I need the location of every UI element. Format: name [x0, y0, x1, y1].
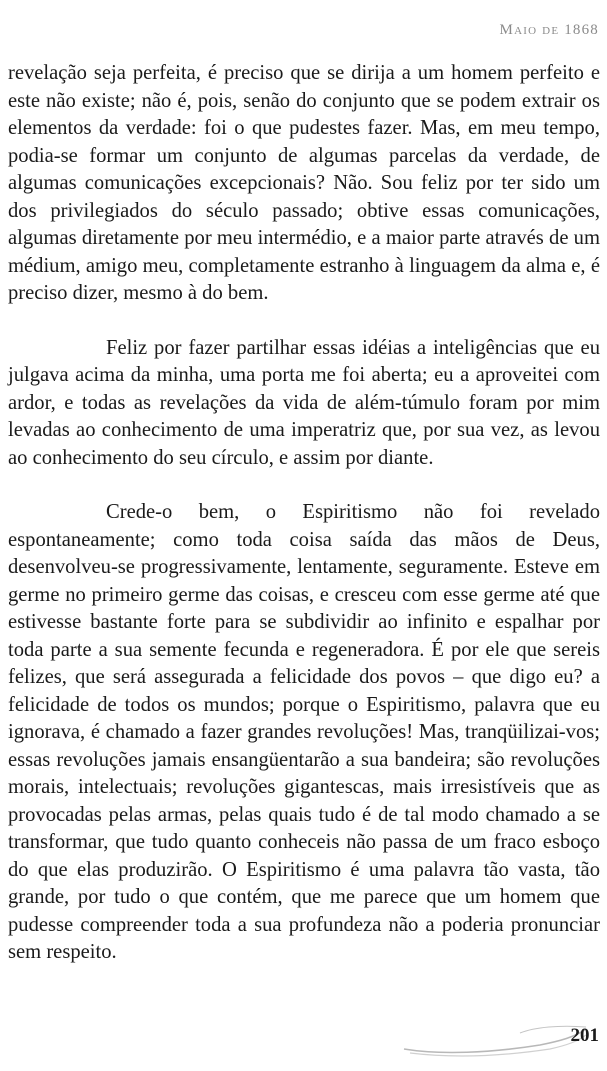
paragraph: Crede-o bem, o Espiritismo não foi revelado espontaneamente; como toda coisa saída das mãos de Deus, desenvolveu-se progressivamente, lentamente, seguramente. Esteve em germe no primeiro germe das coisas, e cresceu com esse germe até que estivesse bastante forte para se subdividir ao infinito e espalhar por toda parte a sua semente fecunda e regeneradora. É por ele que sereis felizes, que será assegurada a felicidade dos povos – que digo eu? a felicidade de todos os mundos; porque o Espiritismo, palavra que eu ignorava, é chamado a fazer grandes revoluções! Mas, tranqüilizai-vos; essas revoluções jamais ensangüentarão a sua bandeira; são revoluções morais, intelectuais; revoluções gigantescas, mais irresistíveis que as provocadas pelas armas, pelas quais tudo é de tal modo chamado a se transformar, que tudo quanto conheceis não passa de um fraco esboço do que elas produzirão. O Espiritismo é uma palavra tão vasta, tão grande, por tudo o que contém, que me parece que um homem que pudesse compreender toda a sua profundeza não a poderia pronunciar sem respeito. — [8, 501, 600, 963]
page-footer — [0, 1011, 607, 1071]
page-body — [8, 60, 600, 967]
paragraph: revelação seja perfeita, é preciso que se dirija a um homem perfeito e este não existe; não é, pois, senão do conjunto que se podem extrair os elementos da verdade: foi o que pudestes fazer. Mas, em meu tempo, podia-se formar um conjunto de algumas parcelas da verdade, de algumas comunicações excepcionais? Não. Sou feliz por ter sido um dos privilegiados do século passado; obtive essas comunicações, algumas diretamente por meu intermédio, e a maior parte através de um médium, amigo meu, completamente estranho à linguagem da alma e, é preciso dizer, mesmo à do bem. — [8, 62, 600, 304]
swoosh-ornament-icon — [400, 1023, 590, 1063]
running-header: Maio de 1868 — [499, 22, 599, 38]
page-number: 201 — [570, 1025, 599, 1046]
paragraph: Feliz por fazer partilhar essas idéias a inteligências que eu julgava acima da minha, uma porta me foi aberta; eu a aproveitei com ardor, e todas as revelações da vida de além-túmulo foram por mim levadas ao conhecimento de uma imperatriz que, por sua vez, as levou ao conhecimento do seu círculo, e assim por diante. — [8, 336, 600, 469]
